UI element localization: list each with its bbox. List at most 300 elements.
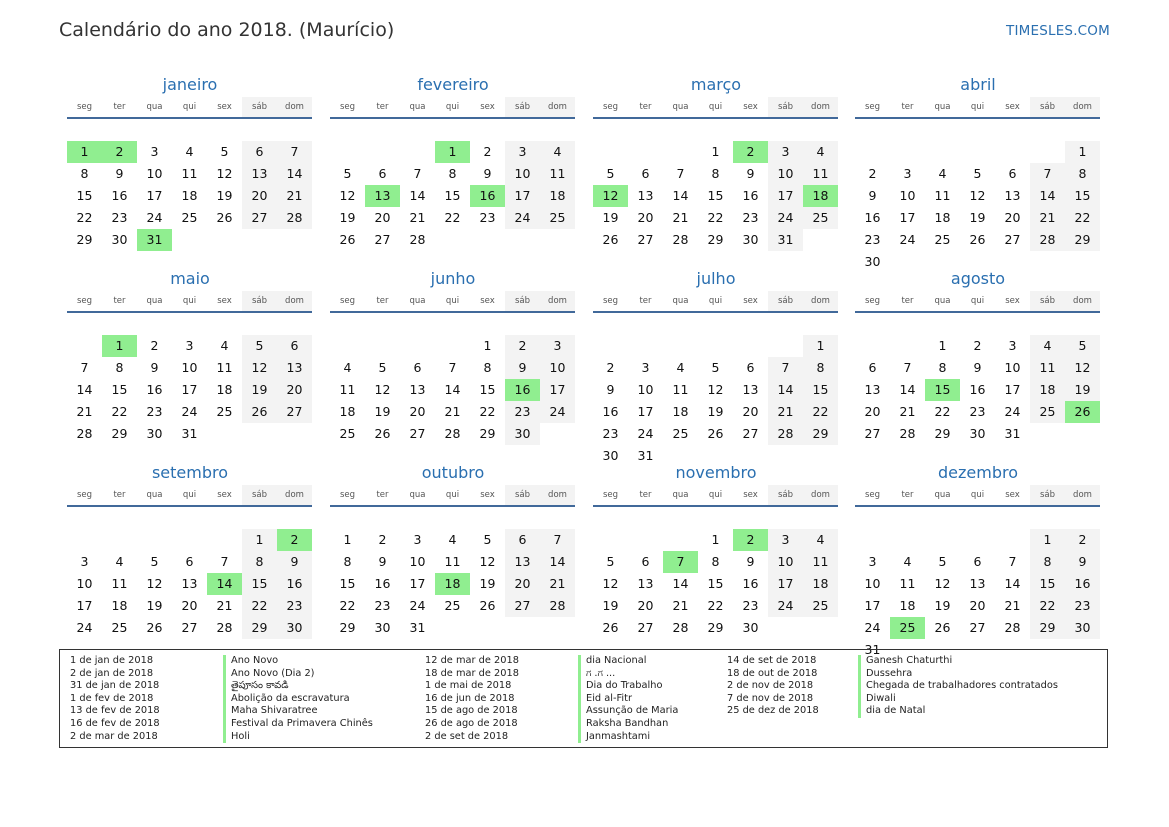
day-cell: 21 [672,210,689,225]
day-cell: 6 [242,141,277,163]
day-cell: 19 [339,210,356,225]
day-cell: 6 [378,166,387,181]
day-cell: 14 [1030,185,1065,207]
day-cell: 25 [803,207,838,229]
day-cell: 23 [505,401,540,423]
day-cell: 19 [374,404,391,419]
site-link[interactable]: TIMESLES.COM [1006,23,1110,39]
day-cell: 30 [864,254,881,269]
day-cell: 3 [768,529,803,551]
day-cell: 15 [339,576,356,591]
day-cell: 15 [242,573,277,595]
day-cell: 21 [672,598,689,613]
day-cell: 27 [277,401,312,423]
holiday-day-cell: 31 [137,229,172,251]
day-cell: 4 [676,360,685,375]
day-cell: 13 [637,576,654,591]
month-grid [67,97,312,251]
day-cell: 7 [768,357,803,379]
day-cell: 10 [409,554,426,569]
day-cell: 24 [768,207,803,229]
day-cell: 3 [768,141,803,163]
day-cell: 3 [150,144,159,159]
weekday-header: qui [172,97,207,119]
holiday-name: Festival da Primavera Chinês [223,718,373,731]
day-cell: 8 [1065,163,1100,185]
day-cell: 25 [1030,401,1065,423]
empty-cell [102,529,137,551]
weekday-header: sáb [768,291,803,313]
day-cell: 26 [602,620,619,635]
day-cell: 7 [80,360,89,375]
day-cell: 10 [146,166,163,181]
weekday-header: seg [330,97,365,119]
empty-cell [855,529,890,551]
day-cell: 10 [1004,360,1021,375]
day-cell: 16 [1065,573,1100,595]
day-cell: 29 [242,617,277,639]
holiday-date: 2 de mar de 2018 [70,730,158,742]
day-cell: 24 [864,620,881,635]
day-cell: 28 [540,595,575,617]
day-cell: 31 [864,642,881,657]
day-cell: 8 [711,166,720,181]
day-cell: 24 [505,207,540,229]
holiday-date: 16 de fev de 2018 [70,717,160,729]
day-cell: 11 [934,188,951,203]
weekday-header: ter [365,97,400,119]
weekday-header: sex [470,485,505,507]
day-cell: 28 [672,620,689,635]
empty-cell [435,335,470,357]
day-cell: 1 [242,529,277,551]
day-cell: 30 [742,620,759,635]
weekday-header: qua [137,97,172,119]
day-cell: 16 [374,576,391,591]
month-grid [330,485,575,639]
weekday-header: sex [733,485,768,507]
day-cell: 6 [1008,166,1017,181]
weekday-header: sex [207,485,242,507]
month-grid [855,97,1100,273]
day-cell: 29 [339,620,356,635]
holiday-day-cell: 1 [102,335,137,357]
day-cell: 20 [637,210,654,225]
day-cell: 2 [1065,529,1100,551]
day-cell: 20 [242,185,277,207]
day-cell: 20 [505,573,540,595]
header-gap [330,313,575,317]
day-cell: 4 [115,554,124,569]
day-cell: 26 [216,210,233,225]
day-cell: 17 [181,382,198,397]
day-cell: 19 [1065,379,1100,401]
day-cell: 21 [409,210,426,225]
day-cell: 21 [540,573,575,595]
day-cell: 10 [181,360,198,375]
day-cell: 10 [76,576,93,591]
day-cell: 1 [938,338,947,353]
day-cell: 7 [448,360,457,375]
weekday-header: dom [1065,485,1100,507]
day-cell: 30 [1065,617,1100,639]
day-cell: 2 [505,335,540,357]
holiday-name: Raksha Bandhan [578,718,678,731]
month-novembro [593,462,839,639]
day-cell: 4 [903,554,912,569]
weekday-header: sáb [1030,291,1065,313]
day-cell: 15 [76,188,93,203]
day-cell: 6 [746,360,755,375]
day-cell: 23 [602,426,619,441]
day-cell: 29 [803,423,838,445]
day-cell: 27 [1004,232,1021,247]
day-cell: 11 [672,382,689,397]
day-cell: 13 [864,382,881,397]
day-cell: 27 [742,426,759,441]
weekday-header: qui [435,485,470,507]
empty-cell [855,141,890,163]
weekday-header: dom [803,485,838,507]
header-gap [330,507,575,511]
day-cell: 1 [803,335,838,357]
weekday-header: qui [960,485,995,507]
day-cell: 12 [479,554,496,569]
day-cell: 21 [277,185,312,207]
month-grid [593,485,838,639]
day-cell: 22 [242,595,277,617]
day-cell: 31 [181,426,198,441]
day-cell: 5 [483,532,492,547]
holiday-name: Ano Novo [223,655,373,668]
day-cell: 20 [181,598,198,613]
month-agosto [855,268,1101,445]
header-gap [593,313,838,317]
day-cell: 15 [479,382,496,397]
day-cell: 14 [540,551,575,573]
empty-cell [67,529,102,551]
day-cell: 26 [339,232,356,247]
day-cell: 23 [146,404,163,419]
day-cell: 8 [80,166,89,181]
day-cell: 5 [711,360,720,375]
day-cell: 12 [242,357,277,379]
day-cell: 30 [277,617,312,639]
month-grid [67,485,312,639]
day-cell: 10 [864,576,881,591]
weekday-header: qua [400,485,435,507]
weekday-header: qui [172,291,207,313]
empty-cell [995,141,1030,163]
holiday-date: 1 de fev de 2018 [70,692,154,704]
empty-cell [925,141,960,163]
weekday-header: sex [207,97,242,119]
holiday-day-cell: 14 [207,573,242,595]
month-abril [855,74,1101,273]
month-dezembro [855,462,1101,661]
day-cell: 9 [115,166,124,181]
day-cell: 12 [1065,357,1100,379]
day-cell: 9 [973,360,982,375]
weekday-header: qua [925,485,960,507]
day-cell: 6 [973,554,982,569]
empty-cell [663,141,698,163]
day-cell: 25 [444,598,461,613]
day-cell: 30 [742,232,759,247]
day-cell: 19 [216,188,233,203]
empty-cell [593,141,628,163]
day-cell: 7 [277,141,312,163]
weekday-header: sáb [242,485,277,507]
weekday-header: ter [102,485,137,507]
day-cell: 7 [540,529,575,551]
day-cell: 15 [111,382,128,397]
holiday-name: తైపూసం కావడి [223,680,373,693]
holiday-date-column [70,655,160,743]
day-cell: 16 [864,210,881,225]
weekday-header: qui [435,291,470,313]
weekday-header: qua [663,485,698,507]
month-setembro [67,462,313,639]
day-cell: 8 [343,554,352,569]
empty-cell [890,335,925,357]
day-cell: 25 [181,210,198,225]
holiday-day-cell: 26 [1065,401,1100,423]
day-cell: 6 [505,529,540,551]
day-cell: 9 [277,551,312,573]
holiday-date-column [727,655,819,718]
day-cell: 20 [409,404,426,419]
day-cell: 16 [742,188,759,203]
day-cell: 27 [969,620,986,635]
weekday-header: dom [540,485,575,507]
weekday-header: sáb [1030,485,1065,507]
day-cell: 9 [378,554,387,569]
weekday-header: sex [470,291,505,313]
day-cell: 17 [1004,382,1021,397]
day-cell: 14 [672,576,689,591]
holiday-list [59,649,1108,748]
holiday-name: Assunção de Maria [578,705,678,718]
day-cell: 3 [505,141,540,163]
month-outubro [330,462,576,639]
holiday-date-column [425,655,519,743]
holiday-date: 1 de mai de 2018 [425,680,512,692]
day-cell: 19 [934,598,951,613]
weekday-header: ter [890,291,925,313]
day-cell: 12 [374,382,391,397]
day-cell: 13 [277,357,312,379]
header-gap [67,119,312,123]
month-julho [593,268,839,467]
day-cell: 30 [111,232,128,247]
weekday-header: seg [67,97,102,119]
day-cell: 12 [146,576,163,591]
holiday-name: Diwali [858,693,1058,706]
weekday-header: sáb [1030,97,1065,119]
empty-cell [698,335,733,357]
day-cell: 23 [374,598,391,613]
weekday-header: ter [628,291,663,313]
day-cell: 18 [803,573,838,595]
weekday-header: sáb [242,97,277,119]
day-cell: 17 [76,598,93,613]
holiday-day-cell: 25 [890,617,925,639]
day-cell: 1 [343,532,352,547]
header-gap [330,119,575,123]
day-cell: 10 [768,551,803,573]
day-cell: 4 [343,360,352,375]
day-cell: 13 [969,576,986,591]
holiday-date: 2 de nov de 2018 [727,680,814,692]
day-cell: 10 [768,163,803,185]
holiday-name: Dia do Trabalho [578,680,678,693]
day-cell: 29 [707,620,724,635]
day-cell: 22 [339,598,356,613]
day-cell: 12 [707,382,724,397]
day-cell: 22 [1065,207,1100,229]
month-name: maio [170,269,210,288]
day-cell: 31 [637,448,654,463]
day-cell: 11 [181,166,198,181]
day-cell: 4 [803,141,838,163]
day-cell: 30 [969,426,986,441]
day-cell: 5 [220,144,229,159]
day-cell: 22 [1030,595,1065,617]
day-cell: 4 [185,144,194,159]
day-cell: 11 [216,360,233,375]
day-cell: 16 [969,382,986,397]
weekday-header: seg [67,291,102,313]
weekday-header: qua [925,97,960,119]
day-cell: 9 [746,166,755,181]
empty-cell [628,335,663,357]
weekday-header: qua [400,97,435,119]
empty-cell [960,141,995,163]
weekday-header: qua [400,291,435,313]
day-cell: 5 [973,166,982,181]
day-cell: 14 [444,382,461,397]
day-cell: 28 [899,426,916,441]
day-cell: 16 [277,573,312,595]
day-cell: 20 [742,404,759,419]
empty-cell [365,335,400,357]
day-cell: 13 [409,382,426,397]
month-name: novembro [675,463,757,482]
day-cell: 6 [868,360,877,375]
day-cell: 8 [483,360,492,375]
day-cell: 1 [711,532,720,547]
day-cell: 31 [1004,426,1021,441]
holiday-day-cell: 13 [365,185,400,207]
weekday-header: sex [995,291,1030,313]
empty-cell [890,141,925,163]
day-cell: 2 [483,144,492,159]
weekday-header: qua [663,291,698,313]
day-cell: 24 [768,595,803,617]
day-cell: 16 [602,404,619,419]
weekday-header: sáb [768,97,803,119]
empty-cell [67,335,102,357]
day-cell: 12 [602,576,619,591]
weekday-header: sex [207,291,242,313]
weekday-header: ter [890,97,925,119]
day-cell: 26 [707,426,724,441]
day-cell: 8 [1030,551,1065,573]
day-cell: 26 [479,598,496,613]
holiday-name: Eid al-Fitr [578,693,678,706]
day-cell: 14 [409,188,426,203]
empty-cell [330,335,365,357]
day-cell: 27 [181,620,198,635]
day-cell: 18 [339,404,356,419]
header-gap [67,313,312,317]
holiday-day-cell: 2 [733,141,768,163]
day-cell: 16 [111,188,128,203]
holiday-day-cell: 15 [925,379,960,401]
day-cell: 14 [76,382,93,397]
empty-cell [400,335,435,357]
day-cell: 20 [374,210,391,225]
day-cell: 6 [277,335,312,357]
month-name: fevereiro [417,75,489,94]
holiday-date: 14 de set de 2018 [727,655,817,666]
day-cell: 13 [1004,188,1021,203]
day-cell: 30 [146,426,163,441]
holiday-name: Ganesh Chaturthi [858,655,1058,668]
page-title: Calendário do ano 2018. (Maurício) [59,19,395,41]
day-cell: 29 [1030,617,1065,639]
empty-cell [628,529,663,551]
weekday-header: sáb [505,291,540,313]
empty-cell [172,529,207,551]
weekday-header: sáb [242,291,277,313]
weekday-header: seg [593,291,628,313]
day-cell: 7 [413,166,422,181]
day-cell: 4 [803,529,838,551]
holiday-day-cell: 2 [733,529,768,551]
header-gap [855,119,1100,123]
day-cell: 15 [1030,573,1065,595]
day-cell: 3 [641,360,650,375]
month-name: julho [696,269,736,288]
day-cell: 3 [1008,338,1017,353]
day-cell: 25 [216,404,233,419]
day-cell: 23 [277,595,312,617]
day-cell: 14 [768,379,803,401]
weekday-header: qui [698,291,733,313]
day-cell: 28 [76,426,93,441]
day-cell: 29 [76,232,93,247]
day-cell: 21 [216,598,233,613]
weekday-header: ter [890,485,925,507]
day-cell: 13 [181,576,198,591]
empty-cell [890,529,925,551]
day-cell: 3 [80,554,89,569]
day-cell: 5 [606,166,615,181]
holiday-name: Chegada de trabalhadores contratados [858,680,1058,693]
holiday-name: Abolição da escravatura [223,693,373,706]
header-gap [855,507,1100,511]
empty-cell [663,335,698,357]
day-cell: 3 [868,554,877,569]
day-cell: 27 [409,426,426,441]
month-grid [330,291,575,445]
weekday-header: qui [435,97,470,119]
holiday-date: 15 de ago de 2018 [425,705,518,717]
day-cell: 28 [409,232,426,247]
weekday-header: sex [733,291,768,313]
